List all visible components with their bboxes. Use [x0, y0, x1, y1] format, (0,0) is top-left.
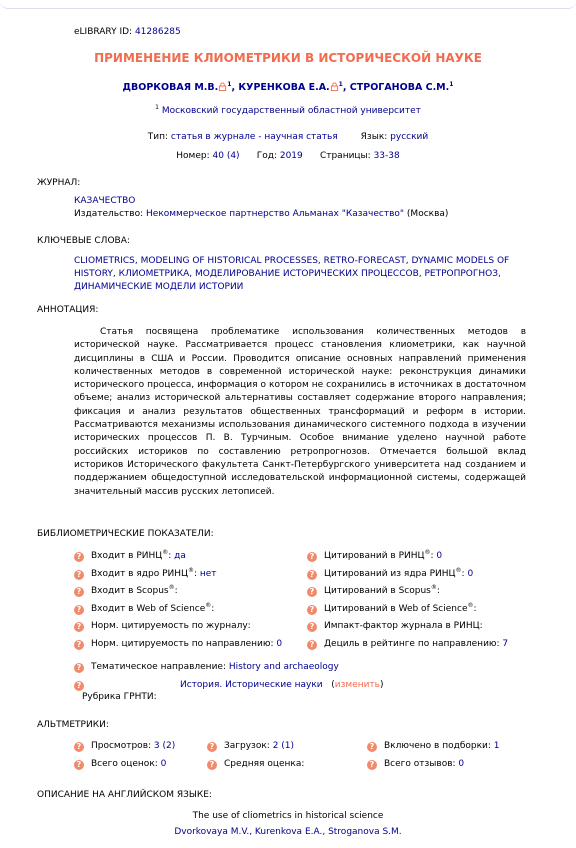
metric-label: Входит в Web of Science [91, 603, 206, 614]
lang-value: русский [390, 132, 429, 142]
grnti-icon-row [74, 680, 91, 691]
help-icon[interactable]: ? [307, 587, 317, 597]
registered-mark: ® [467, 601, 474, 609]
metric-label: Цитирований в Scopus [324, 586, 431, 597]
metric-separator: : [430, 551, 437, 561]
publisher-link[interactable]: Некоммерческое партнерство Альманах "Казачество" [146, 209, 405, 219]
metric-row [74, 759, 166, 770]
help-icon[interactable]: ? [307, 552, 317, 562]
elibrary-id-label: eLIBRARY ID: [74, 27, 133, 37]
metric-row [307, 619, 483, 632]
metric-label: Цитирований из ядра РИНЦ [324, 568, 456, 579]
help-icon[interactable]: ? [207, 760, 217, 770]
affiliation [0, 104, 576, 116]
pages-value: 33-38 [373, 151, 400, 161]
metric-value[interactable]: 0 [458, 759, 465, 769]
metric-label: Загрузок: [224, 741, 270, 751]
metric-label: Средняя оценка: [224, 759, 305, 769]
metric-row [74, 549, 186, 562]
metric-separator: : [211, 603, 215, 614]
metric-value[interactable]: 0 [467, 568, 474, 579]
metric-row [367, 759, 464, 770]
metric-row [307, 637, 508, 650]
help-icon[interactable]: ? [207, 742, 217, 752]
article-title: ПРИМЕНЕНИЕ КЛИОМЕТРИКИ В ИСТОРИЧЕСКОЙ НАУКЕ [94, 51, 482, 65]
metric-row [307, 567, 473, 580]
meta-type-line [0, 132, 576, 142]
type-label: Тип: [147, 132, 169, 142]
help-icon[interactable]: ? [307, 640, 317, 650]
metric-row [74, 602, 214, 615]
author-aff: 1 [227, 81, 232, 88]
year-value: 2019 [279, 151, 303, 161]
english-title: The use of cliometrics in historical science [192, 811, 384, 821]
metric-row [74, 619, 251, 632]
authors-line: ДВОРКОВАЯ М.В. $^1$, КУРЕНКОВА Е.А. $^1$, СТРОГАНОВА С.М.$^1$ [122, 81, 454, 94]
grnti-value-line [180, 680, 384, 690]
metric-label: Цитирований в РИНЦ [324, 551, 425, 561]
registered-mark: ® [187, 566, 194, 574]
topic-line [74, 662, 339, 673]
help-icon[interactable]: ? [74, 552, 84, 562]
grnti-label: Рубрика ГРНТИ: [82, 692, 157, 702]
meta-issue-line [0, 151, 576, 161]
metric-row [74, 584, 178, 597]
registered-mark: ® [168, 584, 175, 592]
metric-value[interactable]: 3 (2) [153, 741, 176, 751]
altmetrics-heading: АЛЬТМЕТРИКИ: [37, 720, 109, 730]
registered-mark: ® [162, 549, 169, 556]
english-authors-link[interactable]: Dvorkovaya M.V., Kurenkova E.A., Stroganova S.M. [174, 827, 402, 837]
author-link[interactable]: СТРОГАНОВА С.М. [349, 82, 450, 94]
metric-value[interactable]: 2 (1) [272, 741, 295, 751]
metric-row [367, 741, 500, 752]
help-icon[interactable]: ? [367, 760, 377, 770]
author-link[interactable]: КУРЕНКОВА Е.А. [238, 82, 330, 94]
change-paren-close: ) [379, 680, 384, 690]
journal-link[interactable]: КАЗАЧЕСТВО [74, 196, 136, 206]
help-icon[interactable]: ? [74, 622, 84, 632]
metric-row [74, 567, 217, 580]
metric-separator: : [473, 603, 477, 614]
metric-label: Всего отзывов: [384, 759, 456, 769]
metric-row [307, 584, 440, 597]
keywords-heading: КЛЮЧЕВЫЕ СЛОВА: [37, 236, 130, 246]
publisher-line [74, 209, 448, 219]
topic-label: Тематическое направление: [91, 662, 226, 672]
author-aff: 1 [449, 81, 454, 88]
metric-value[interactable]: 7 [502, 639, 509, 649]
help-icon[interactable]: ? [307, 622, 317, 632]
journal-heading: ЖУРНАЛ: [37, 178, 81, 188]
metric-value[interactable]: да [174, 551, 186, 561]
metric-separator: : [174, 586, 178, 597]
help-icon[interactable]: ? [74, 742, 84, 752]
journal-name [74, 196, 135, 206]
help-icon[interactable]: ? [74, 605, 84, 615]
metric-label: Импакт-фактор журнала в РИНЦ: [324, 621, 483, 632]
metric-row [207, 759, 304, 770]
metric-label: Норм. цитируемость по направлению: [91, 639, 274, 649]
metric-value[interactable]: 1 [493, 741, 500, 751]
english-authors [0, 827, 576, 837]
keywords-list[interactable]: CLIOMETRICS, MODELING OF HISTORICAL PROCESSES, RETRO-FORECAST, DYNAMIC MODELS OF HISTORY, КЛИОМЕТРИКА, МОДЕЛИРОВАНИЕ ИСТОРИЧЕСКИХ ПРОЦЕССОВ, РЕТРОПРОГНОЗ, ДИНАМИЧЕСКИЕ МОДЕЛИ ИСТОРИИ [74, 256, 510, 293]
help-icon[interactable]: ? [74, 587, 84, 597]
registered-mark: ® [430, 584, 437, 592]
publisher-city: (Москва) [406, 209, 449, 219]
metric-label: Входит в РИНЦ [91, 551, 163, 561]
help-icon[interactable]: ? [74, 663, 84, 673]
lang-label: Язык: [360, 132, 388, 142]
grnti-link[interactable]: История. Исторические науки [180, 680, 323, 690]
metric-separator: : [168, 551, 175, 561]
year-label: Год: [256, 151, 277, 161]
help-icon[interactable]: ? [74, 570, 84, 580]
publisher-label: Издательство: [74, 209, 144, 219]
help-icon[interactable]: ? [74, 681, 84, 691]
metric-row [307, 602, 477, 615]
lock-icon [330, 82, 339, 91]
change-paren-open: ( [331, 680, 335, 690]
metric-label: Входит в Scopus [91, 586, 169, 597]
annotation-heading: АННОТАЦИЯ: [37, 305, 99, 315]
help-icon[interactable]: ? [74, 640, 84, 650]
metric-row [74, 741, 175, 752]
metric-separator: : [461, 568, 468, 579]
metric-label: Входит в ядро РИНЦ [91, 568, 188, 579]
help-icon[interactable]: ? [74, 760, 84, 770]
affiliation-num: 1 [155, 104, 159, 111]
metric-value[interactable]: нет [199, 568, 217, 579]
metric-label: Включено в подборки: [384, 741, 491, 751]
metric-separator: : [193, 568, 200, 579]
metric-row [307, 549, 442, 562]
metric-label: Норм. цитируемость по журналу: [91, 621, 251, 632]
metric-separator: : [436, 586, 440, 597]
author-link[interactable]: ДВОРКОВАЯ М.В. [122, 82, 219, 94]
annotation-text: Статья посвящена проблематике использования количественных методов в исторической науке. Рассматривается процесс становления клиометрики, как научной дисциплины в США и России. Проводится описание основных направлений применения количественных методов в современной исторической науке: реконструкция динамики исторического процесса, информация о котором не сохранились в источниках в достаточном объеме; анализ исторической альтернативы составляет содержание второго направления; фиксация и анализ результатов общественных трансформаций и реформ в истории. Рассматриваются механизмы использования динамического системного подхода в изучении исторических процессов П. В. Турчиным. Особое внимание уделено научной работе российских историков по составлению ретропрогнозов. Отмечается большой вклад историков Исторического факультета Санкт-Петербургского университета над созданием и поддержанием общедоступной исследовательской информационной системы, содержащей значительный массив русских летописей. [74, 327, 526, 497]
biblio-heading: БИБЛИОМЕТРИЧЕСКИЕ ПОКАЗАТЕЛИ: [37, 529, 214, 539]
change-link[interactable]: изменить [334, 680, 380, 690]
metric-label: Цитирований в Web of Science [324, 603, 468, 614]
metric-row [207, 741, 294, 752]
issue-link[interactable]: 40 (4) [212, 151, 240, 161]
pages-label: Страницы: [319, 151, 371, 161]
help-icon[interactable]: ? [307, 605, 317, 615]
elibrary-id [74, 27, 181, 37]
metric-value[interactable]: 0 [276, 639, 283, 649]
metric-value[interactable]: 0 [436, 551, 443, 561]
registered-mark: ® [424, 549, 431, 556]
registered-mark: ® [455, 566, 462, 574]
metric-label: Дециль в рейтинге по направлению: [324, 639, 500, 649]
english-heading: ОПИСАНИЕ НА АНГЛИЙСКОМ ЯЗЫКЕ: [37, 790, 212, 800]
help-icon[interactable]: ? [367, 742, 377, 752]
elibrary-id-value: 41286285 [134, 27, 181, 37]
number-label: Номер: [176, 151, 210, 161]
topic-value: History and archaeology [228, 662, 339, 672]
author-aff: 1 [338, 81, 343, 88]
metric-row [74, 637, 282, 650]
metric-label: Всего оценок: [91, 759, 158, 769]
registered-mark: ® [205, 601, 212, 609]
top-frame [0, 0, 576, 9]
metric-label: Просмотров: [91, 741, 152, 751]
lock-icon [218, 82, 227, 91]
affiliation-link[interactable]: Московский государственный областной университет [161, 106, 421, 116]
metric-value[interactable]: 0 [160, 759, 167, 769]
help-icon[interactable]: ? [307, 570, 317, 580]
type-value: статья в журнале - научная статья [170, 132, 338, 142]
